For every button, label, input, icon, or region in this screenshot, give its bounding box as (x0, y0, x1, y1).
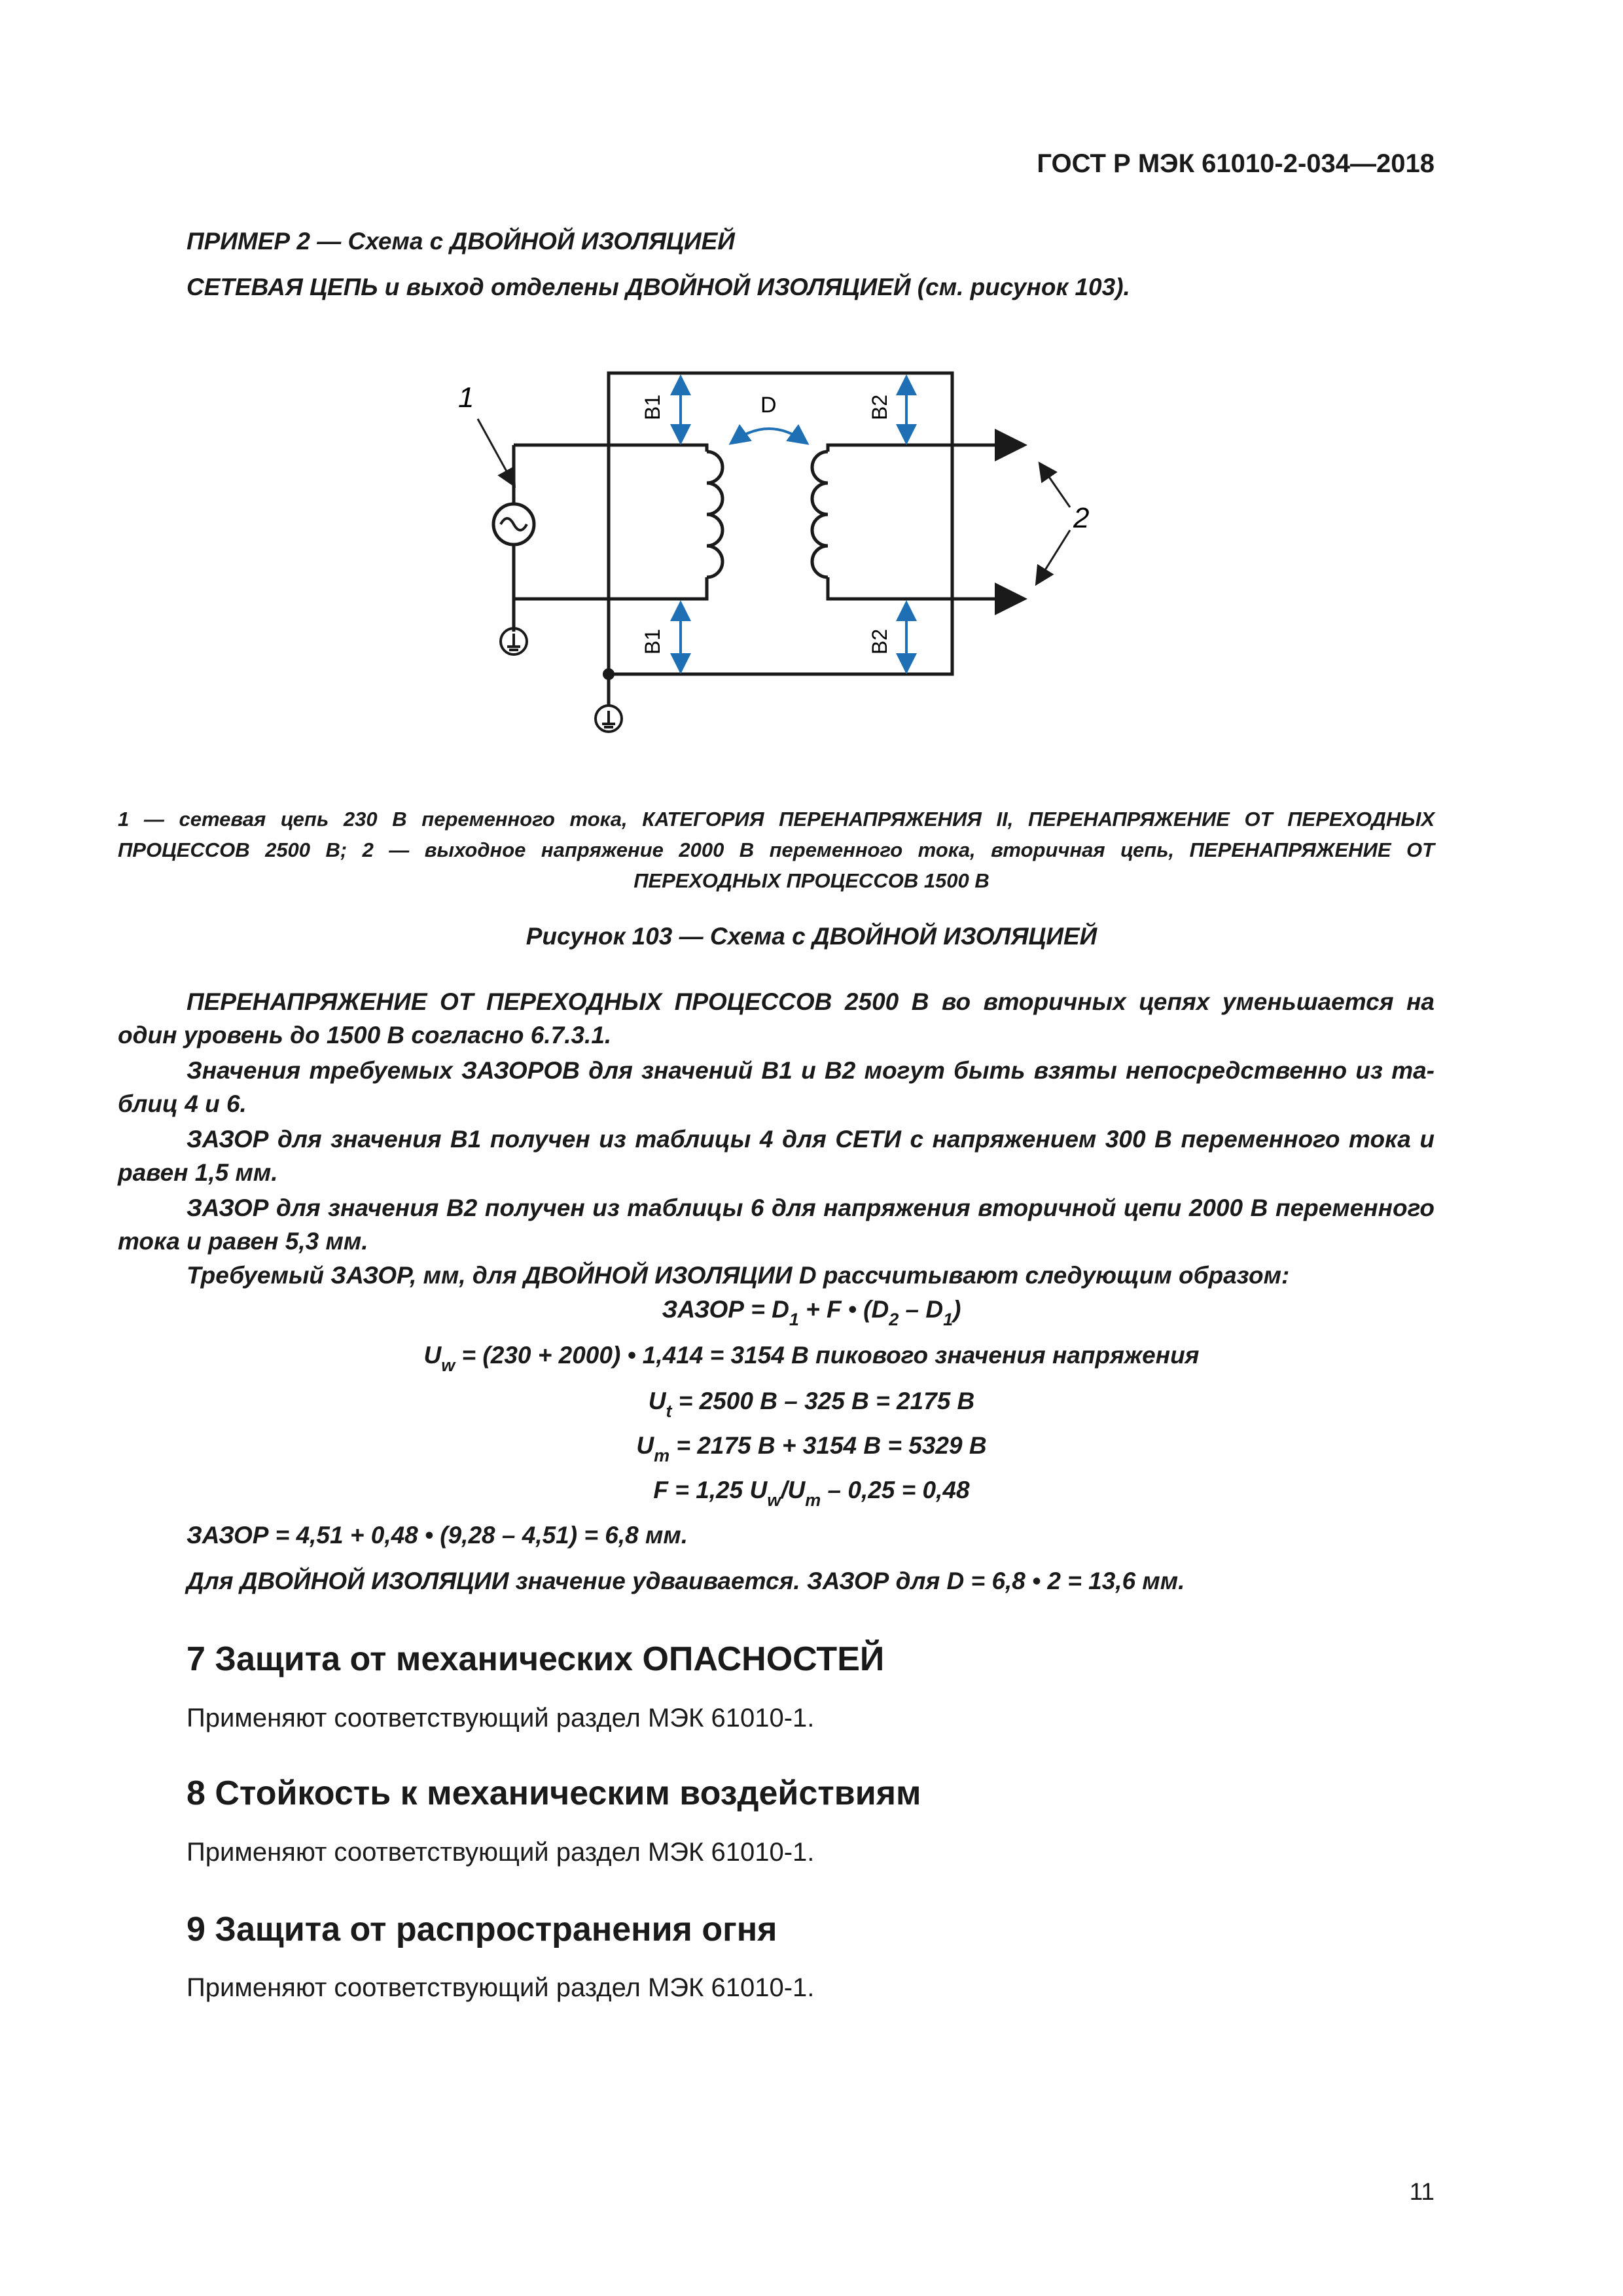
paragraph-4-line-2: тока и равен 5,3 мм. (118, 1228, 368, 1255)
section-9-title: 9 Защита от распространения огня (187, 1910, 777, 1948)
example-title: ПРИМЕР 2 — Схема с ДВОЙНОЙ ИЗОЛЯЦИЕЙ (187, 228, 735, 255)
example-intro: СЕТЕВАЯ ЦЕПЬ и выход отделены ДВОЙНОЙ ИЗОЛЯЦИЕЙ (см. рисунок 103). (187, 274, 1130, 300)
result-double-insulation: Для ДВОЙНОЙ ИЗОЛЯЦИИ значение удваивается. ЗАЗОР для D = 6,8 • 2 = 13,6 мм. (187, 1568, 1185, 1594)
secondary-bottom-wire (828, 577, 1021, 599)
paragraph-4 (118, 1191, 1435, 1258)
callout-1-label: 1 (458, 382, 474, 414)
page-number: 11 (1409, 2178, 1435, 2205)
document-header: ГОСТ Р МЭК 61010-2-034—2018 (1037, 149, 1435, 178)
dim-d-arc (733, 429, 805, 442)
ac-source-sine (501, 518, 527, 530)
section-7-text: Применяют соответствующий раздел МЭК 61010-1. (187, 1704, 815, 1732)
section-8-text: Применяют соответствующий раздел МЭК 61010-1. (187, 1838, 815, 1867)
label-b2-top: B2 (868, 394, 891, 420)
paragraph-3 (118, 1122, 1435, 1189)
equation-um: $U_m = 2175$ В + 3154 В = 5329 В (636, 1432, 987, 1465)
callout-1-leader (478, 419, 514, 484)
section-9-text: Применяют соответствующий раздел МЭК 61010-1. (187, 1973, 815, 2002)
callout-2-label: 2 (1073, 502, 1090, 534)
paragraph-2-line-1: Значения требуемых ЗАЗОРОВ для значений В1 и В2 могут быть взяты непосредственно из та- (187, 1057, 1435, 1084)
section-8-title: 8 Стойкость к механическим воздействиям (187, 1774, 921, 1812)
label-b2-bottom: B2 (868, 628, 891, 655)
callout-2-leader-top (1041, 465, 1070, 507)
paragraph-2 (118, 1054, 1435, 1121)
paragraph-5: Требуемый ЗАЗОР, мм, для ДВОЙНОЙ ИЗОЛЯЦИИ D рассчитывают следующим образом: (187, 1262, 1290, 1289)
junction-dot (603, 668, 615, 680)
paragraph-1-line-1: ПЕРЕНАПРЯЖЕНИЕ ОТ ПЕРЕХОДНЫХ ПРОЦЕССОВ 2500 В во вторичных цепях уменьшается на (187, 988, 1435, 1015)
paragraph-1 (118, 985, 1435, 1052)
equation-clearance: ЗАЗОР = $D_1 + F$ • $(D_2 - D_1)$ (662, 1296, 961, 1329)
primary-coil (707, 452, 722, 577)
secondary-top-wire (828, 445, 1021, 452)
circuit-diagram (445, 367, 1152, 753)
label-b1-bottom: B1 (641, 628, 664, 655)
figure-caption: Рисунок 103 — Схема с ДВОЙНОЙ ИЗОЛЯЦИЕЙ (526, 923, 1097, 950)
secondary-coil (812, 452, 828, 577)
paragraph-1-line-2: один уровень до 1500 В согласно 6.7.3.1. (118, 1022, 612, 1049)
callout-2-leader-bottom (1037, 530, 1070, 583)
equation-ut: $U_t = 2500$ В – 325 В = 2175 В (648, 1388, 975, 1421)
figure-legend-line-3: ПЕРЕХОДНЫХ ПРОЦЕССОВ 1500 В (633, 869, 990, 892)
equation-uw: $U_w = (230 + 2000)$ • 1,414 = 3154 В пикового значения напряжения (423, 1342, 1200, 1375)
paragraph-4-line-1: ЗАЗОР для значения В2 получен из таблицы 6 для напряжения вторичной цепи 2000 В переменного (187, 1194, 1435, 1221)
label-d: D (760, 393, 777, 418)
result-clearance: ЗАЗОР = 4,51 + 0,48 • (9,28 – 4,51) = 6,8 мм. (187, 1522, 688, 1549)
figure-legend-line-1: 1 — сетевая цепь 230 В переменного тока, КАТЕГОРИЯ ПЕРЕНАПРЯЖЕНИЯ II, ПЕРЕНАПРЯЖЕНИЕ ОТ ПЕРЕХОДНЫХ (118, 808, 1435, 831)
figure-legend-line-2: ПРОЦЕССОВ 2500 В; 2 — выходное напряжение 2000 В переменного тока, вторичная цепь, ПЕРЕНАПРЯЖЕНИЕ ОТ (118, 838, 1435, 861)
section-7-title: 7 Защита от механических ОПАСНОСТЕЙ (187, 1640, 885, 1678)
ground-mark-source (507, 634, 520, 650)
label-b1-top: B1 (641, 394, 664, 420)
paragraph-3-line-2: равен 1,5 мм. (118, 1159, 278, 1186)
paragraph-3-line-1: ЗАЗОР для значения В1 получен из таблицы 4 для СЕТИ с напряжением 300 В переменного тока и (187, 1126, 1435, 1153)
ground-mark-chassis (602, 711, 615, 727)
equation-f: F = 1,25 $U_w/U_m - 0,25 = 0,48$ (653, 1477, 970, 1510)
paragraph-2-line-2: блиц 4 и 6. (118, 1090, 247, 1117)
